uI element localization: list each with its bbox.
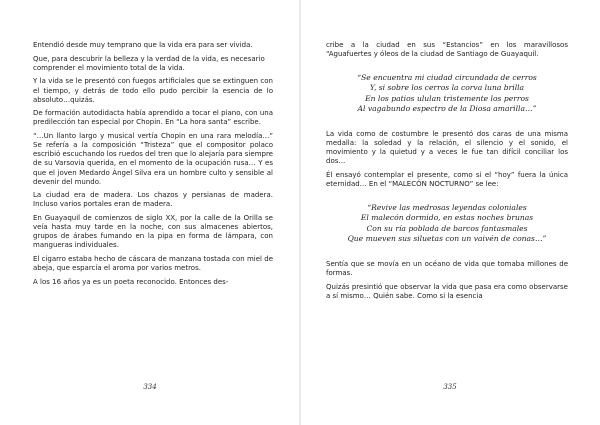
poem-line: En los patios ululan tristemente los perros <box>365 93 529 103</box>
paragraph: Él ensayó contemplar el presente, como si el “hoy” fuera la única eternidad… En el “MALECÓN NOCTURNO” se lee: <box>326 170 568 189</box>
paragraph: La vida como de costumbre le presentó dos caras de una misma medalla: la soledad y la relación, el silencio y el sonido, el movimiento y la quietud y a veces le fue tan difícil conciliar los dos… <box>326 130 568 166</box>
poem-line: Con su ría poblada de barcos fantasmales <box>366 223 528 233</box>
paragraph: A los 16 años ya es un poeta reconocido. Entonces des- <box>33 277 229 286</box>
poem-line: Que mueven sus siluetas con un vaivén de conas…” <box>347 233 547 243</box>
poem-line: Al vagabundo espectro de la Diosa amarilla…” <box>357 103 537 113</box>
right-page <box>300 0 600 425</box>
page-number: 335 <box>443 383 457 391</box>
paragraph: Que, para descubrir la belleza y la verdad de la vida, es necesario comprender el movimiento total de la vida. <box>33 54 265 72</box>
paragraph: Entendió desde muy temprano que la vida era para ser vivida. <box>33 41 253 49</box>
page-number: 334 <box>143 383 157 391</box>
paragraph: Quizás presintió que observar la vida que pasa era como observarse a sí mismo… Quién sabe. Como si la esencia <box>326 282 568 300</box>
paragraph: El cigarro estaba hecho de cáscara de manzana tostada con miel de abeja, que esparcía el aroma por varios metros. <box>33 255 273 273</box>
paragraph: Y la vida se le presentó con fuegos artificiales que se extinguen con el tiempo, y detrás de todo ello pudo percibir la esencia de lo absoluto…quizás. <box>33 77 273 104</box>
paragraph: De formación autodidacta había aprendido a tocar el piano, con una predilección tan especial por Chopin. En “La hora santa” escribe. <box>33 109 273 127</box>
right-text-column <box>326 41 568 301</box>
paragraph: cribe a la ciudad en sus “Estancios” en los maravillosos “Aguafuertes y óleos de la ciudad de Santiago de Guayaquil. <box>326 41 568 59</box>
paragraph: La ciudad era de madera. Los chazos y persianas de madera. Incluso varios portales eran de madera. <box>33 191 273 209</box>
poem-line: “Se encuentra mi ciudad circundada de cerros <box>357 73 537 83</box>
poem-stanza <box>326 203 568 244</box>
poem-line: “Revive las medrosas leyendas coloniales <box>367 203 527 213</box>
poem-line: Y, si sobre los cerros la corva luna brilla <box>369 83 525 93</box>
paragraph: “…Un llanto largo y musical vertía Chopin en una rara melodía…” Se refería a la composición “Tristeza” que el compositor polaco escribió escuchando los ruedos del tren que lo alejaría para siempre de su Varsovia querida, en el momento de la ocupación rusa… Y es que el joven Medardo Ángel Silva era un hombre culto y sensible al devenir del mundo. <box>33 132 273 186</box>
poem-line: El malecón dormido, en estas noches brunas <box>360 213 534 223</box>
left-text-column <box>33 41 273 287</box>
paragraph: En Guayaquil de comienzos de siglo XX, por la calle de la Orilla se veía hasta muy tarde en la noche, con sus almacenes abiertos, grupos de árabes fumando en la pipa en forma de lámpara, con mangueras individuales. <box>33 214 273 250</box>
poem-stanza <box>326 73 568 114</box>
paragraph: Sentía que se movía en un océano de vida que tomaba millones de formas. <box>326 259 568 278</box>
